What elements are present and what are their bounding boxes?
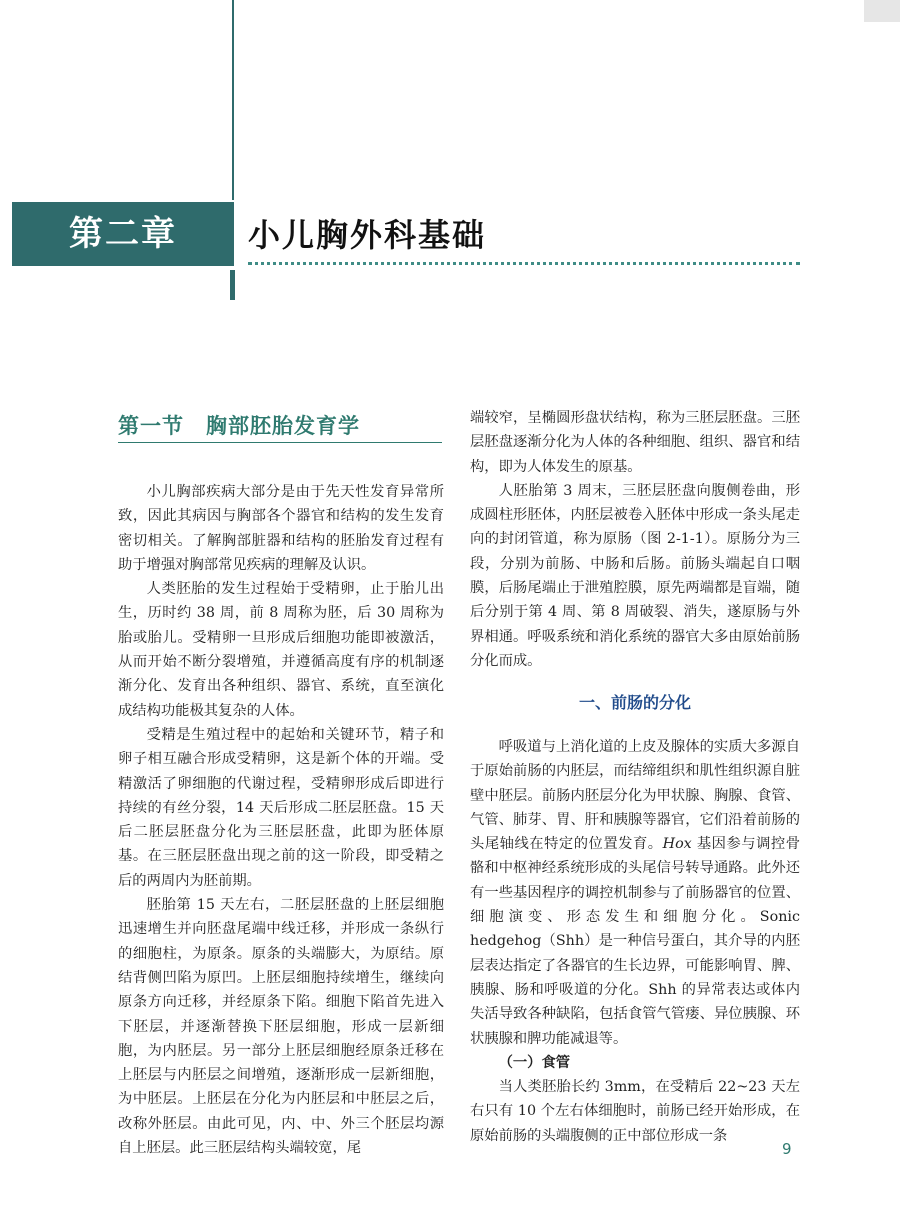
chapter-dotted-divider bbox=[248, 262, 800, 265]
right-column-bottom bbox=[470, 735, 800, 1148]
chapter-top-rule bbox=[232, 0, 234, 200]
page-number: 9 bbox=[782, 1140, 792, 1158]
paragraph: 受精是生殖过程中的起始和关键环节，精子和卵子相互融合形成受精卵，这是新个体的开端。受精激活了卵细胞的代谢过程，受精卵形成后即进行持续的有丝分裂，14 天后形成二胚层胚盘。15 天后二胚层胚盘分化为三胚层胚盘，此即为胚体原基。在三胚层胚盘出现之前的这一阶段，即受精之后的两周内为胚前期。 bbox=[118, 726, 444, 889]
paragraph-text: 呼吸道与上消化道的上皮及腺体的实质大多源自于原始前肠的内胚层，而结缔组织和肌性组织源自脏壁中胚层。前肠内胚层分化为甲状腺、胸腺、食管、气管、肺芽、胃、肝和胰腺等器官，它们沿着前肠的头尾轴线在特定的位置发育。 bbox=[470, 739, 800, 853]
paragraph: 人类胚胎的发生过程始于受精卵，止于胎儿出生，历时约 38 周，前 8 周称为胚，后 30 周称为胎或胎儿。受精卵一旦形成后细胞功能即被激活，从而开始不断分裂增殖，并遵循高度有序的机制逐渐分化、发育出各种组织、器官、系统，直至演化成结构功能极其复杂的人体。 bbox=[118, 581, 444, 719]
paragraph bbox=[470, 735, 800, 1051]
section-title: 第一节 胸部胚胎发育学 bbox=[118, 414, 360, 438]
left-column bbox=[118, 480, 444, 1160]
section-underline bbox=[118, 442, 442, 443]
paragraph: 胚胎第 15 天左右，二胚层胚盘的上胚层细胞迅速增生并向胚盘尾端中线迁移，并形成一条纵行的细胞柱，为原条。原条的头端膨大，为原结。原结背侧凹陷为原凹。上胚层细胞持续增生，继续向原条方向迁移，并经原条下陷。细胞下陷首先进入下胚层，并逐渐替换下胚层细胞，形成一层新细胞，为内胚层。另一部分上胚层细胞经原条迁移在上胚层与内胚层之间增殖，逐渐形成一层新细胞，为中胚层。上胚层在分化为内胚层和中胚层之后，改称外胚层。由此可见，内、中、外三个胚层均源自上胚层。此三胚层结构头端较宽，尾 bbox=[118, 897, 444, 1157]
subsection-title: 一、前肠的分化 bbox=[578, 693, 691, 712]
right-column-top bbox=[470, 406, 800, 673]
chapter-title: 小儿胸外科基础 bbox=[248, 216, 487, 254]
paragraph: 当人类胚胎长约 3mm，在受精后 22~23 天左右只有 10 个左右体细胞时，前肠已经开始形成，在原始前肠的头端腹侧的正中部位形成一条 bbox=[470, 1079, 800, 1144]
paragraph-continued: 端较窄，呈椭圆形盘状结构，称为三胚层胚盘。三胚层胚盘逐渐分化为人体的各种细胞、组织、器官和结构，即为人体发生的原基。 bbox=[470, 410, 800, 475]
gene-name: Hox bbox=[662, 836, 692, 853]
chapter-bottom-rule bbox=[230, 270, 235, 300]
page-corner-mark bbox=[864, 0, 900, 22]
paragraph: 小儿胸部疾病大部分是由于先天性发育异常所致，因此其病因与胸部各个器官和结构的发生发育密切相关。了解胸部脏器和结构的胚胎发育过程有助于增强对胸部常见疾病的理解及认识。 bbox=[118, 484, 444, 573]
sub-heading: （一）食管 bbox=[498, 1054, 571, 1071]
paragraph-text: 基因参与调控骨骼和中枢神经系统形成的头尾信号转导通路。此外还有一些基因程序的调控机制参与了前肠器官的位置、细胞演变、形态发生和细胞分化。Sonic hedgehog（Shh）是一种信号蛋白，其介导的内胚层表达指定了各器官的生长边界，可能影响胃、脾、胰腺、肠和呼吸道的分化。Shh 的异常表达或体内失活导致各种缺陷，包括食管气管瘘、异位胰腺、环状胰腺和脾功能减退等。 bbox=[470, 836, 801, 1047]
paragraph: 人胚胎第 3 周末，三胚层胚盘向腹侧卷曲，形成圆柱形胚体，内胚层被卷入胚体中形成一条头尾走向的封闭管道，称为原肠（图 2-1-1）。原肠分为三段，分别为前肠、中肠和后肠。前肠头端起自口咽膜，后肠尾端止于泄殖腔膜，原先两端都是盲端，随后分别于第 4 周、第 8 周破裂、消失，遂原肠与外界相通。呼吸系统和消化系统的器官大多由原始前肠分化而成。 bbox=[470, 482, 800, 669]
chapter-number: 第二章 bbox=[69, 214, 177, 254]
